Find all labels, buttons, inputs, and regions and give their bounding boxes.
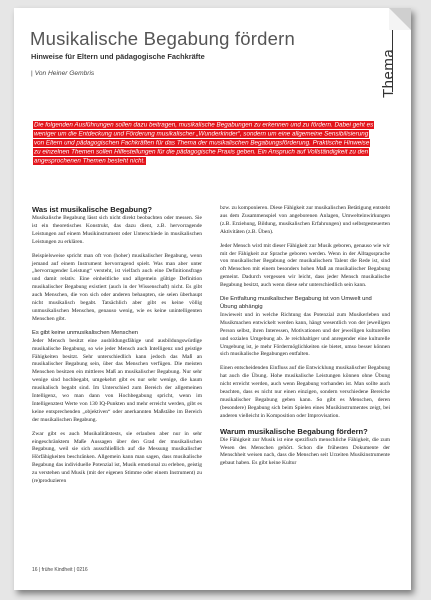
document-page	[14, 8, 411, 590]
paragraph: Jeder Mensch wird mit dieser Fähigkeit zur Musik geboren, genauso wie wir mit der Fähigkeit zur Sprache geboren werden. Wenn in der Alltagssprache von musikalischer Begabung oder musikalischem Talent die Rede ist, sind oft Menschen mit einem besonders hohen Maß an musikalischer Begabung gemeint. Dadurch vergessen wir leicht, dass jeder Mensch musikalische Begabung besitzt, auch wenn diese sehr unterschiedlich sein kann.	[220, 242, 390, 289]
paragraph: Inwieweit und in welche Richtung das Potenzial zum Musikerleben und Musikmachen entwickelt werden kann, hängt wesentlich von der jeweiligen Person selbst, ihren Interessen, Motivationen und der jeweiligen kulturellen und sozialen Umgebung ab. Je reichhaltiger und anregender eine kulturelle Umgebung ist, je mehr Fördermöglichkeiten sie bietet, umso besser können sich musikalische Begabungen entfalten.	[220, 311, 390, 358]
heading-was-ist-begabung: Was ist musikalische Begabung?	[32, 205, 152, 214]
article-title: Musikalische Begabung fördern	[30, 28, 295, 49]
right-column	[220, 205, 390, 474]
heading-entfaltung: Die Entfaltung musikalischer Begabung ist von Umwelt und Übung abhängig	[220, 296, 372, 310]
intro-text: Die folgenden Ausführungen sollen dazu beitragen, musikalische Begabungen zu erkennen und zu fördern. Dabei geht es weniger um die Entdeckung und Förderung musikalischer „Wunderkinder“, sondern um eine allgemeine Sensibilisierung von Eltern und pädagogischen Fachkräften für das Thema der musikalischen Begabungsförderung. Praktische Hinweise zu einzelnen Themen sollen Hilfestellungen für die pädagogische Praxis geben. Ein Anspruch auf Vollständigkeit zu den angesprochenen Themen besteht nicht.	[34, 121, 374, 165]
heading-keine-unmusikalischen: Es gibt keine unmusikalischen Menschen	[32, 329, 139, 336]
paragraph: bzw. zu komponieren. Diese Fähigkeit zur musikalischen Betätigung entsteht aus dem Zusammenspiel von angeborenen Anlagen, Umwelteinwirkungen (z.B. Erziehung, Bildung, musikalischen Erfahrungen) und selbstgesteuerten Aktivitäten (z.B. Üben).	[220, 205, 390, 235]
left-column	[32, 205, 202, 492]
intro-paragraph	[33, 120, 376, 166]
paragraph: Jeder Mensch besitzt eine ausbildungsfähige und ausbildungswürdige musikalische Begabung, so wie jeder Mensch auch Intelligenz und geistige Fähigkeiten besitzt. Sehr unterschiedlich kann jedoch das Maß an musikalischer Begabung sein, über das Menschen verfügen. Die meisten Menschen besitzen ein mittleres Maß an musikalischer Begabung. Nur sehr wenige sind hochbegabt, umgekehrt gibt es nur sehr wenige, die kaum musikalisch begabt sind. Im Unterschied zum Bereich der allgemeinen Intelligenz, wo man dann von Hochbegabung spricht, wenn im Intelligenztest Werte von 130 IQ-Punkten und mehr erreicht werden, gibt es keine entsprechenden „objektiven“ oder anerkannten Maßstäbe im Bereich der musikalischen Begabung.	[32, 337, 202, 423]
paragraph: Beispielsweise spricht man oft von (hoher) musikalischer Begabung, wenn jemand auf einem Instrument hervorragend spielt. Was man aber unter „hervorragender Leistung“ versteht, ist vielfach auch eine Definitionsfrage und damit relativ. Eine einheitliche und allgemein gültige Definition musikalischer Begabung existiert (auch in der Wissenschaft) nicht. Es gibt auch Menschen, die von sich oder anderen behaupten, sie seien überhaupt nicht musikalisch begabt. Tatsächlich aber gibt es keine völlig unmusikalischen Menschen, genauso wenig, wie es keine unintelligenten Menschen gibt.	[32, 252, 202, 322]
paragraph: Zwar gibt es auch Musikalitätstests, sie erlauben aber nur in sehr eingeschränktem Maße Aussagen über den Grad der musikalischen Begabung, weil sie sich ausschließlich auf die Messung musikalischer Hörfähigkeiten beschränken. Allgemein kann man sagen, dass musikalische Begabung das individuelle Potenzial ist, Musik emotional zu erleben, geistig zu verstehen und Musik (mit der eigenen Stimme oder einem Instrument) zu (re)produzieren	[32, 430, 202, 485]
paragraph: Musikalische Begabung lässt sich nicht direkt beobachten oder messen. Sie ist ein theoretisches Konstrukt, das dazu dient, z.B. hervorragende Leistungen auf einem Musikinstrument oder Unterschiede in musikalischen Leistungen zu erklären.	[32, 215, 202, 245]
author-separator: |	[31, 70, 33, 77]
heading-warum-foerdern: Warum musikalische Begabung fördern?	[220, 426, 368, 436]
article-author	[31, 70, 94, 77]
paragraph: Die Fähigkeit zur Musik ist eine spezifisch menschliche Fähigkeit, die zum Wesen des Menschen gehört. Schon die frühesten Dokumente der Menschheit weisen nach, dass die Menschen seit Urzeiten Musikinstrumente gebaut haben. Es gibt keine Kultur	[220, 436, 390, 467]
page-footer: 16 | frühe Kindheit | 0216	[32, 567, 88, 573]
page-corner-fold	[389, 8, 411, 30]
article-subtitle: Hinweise für Eltern und pädagogische Fachkräfte	[31, 52, 205, 61]
section-label: Thema	[380, 48, 397, 98]
paragraph: Einen entscheidenden Einfluss auf die Entwicklung musikalischer Begabung hat auch die Übung. Hohe musikalische Leistungen können ohne Übung nicht erreicht werden, auch wenn Begabung vorhanden ist. Man sollte auch beachten, dass es nicht nur einen einzigen, sondern verschiedene Bereiche musikalischer Begabung geben kann. So gibt es Menschen, deren (besondere) Begabung sich beim Spielen eines Musikinstrumentes zeigt, bei anderen vielleicht in Komposition oder Improvisation.	[220, 365, 390, 419]
author-name: Von Heiner Gembris	[34, 70, 95, 77]
